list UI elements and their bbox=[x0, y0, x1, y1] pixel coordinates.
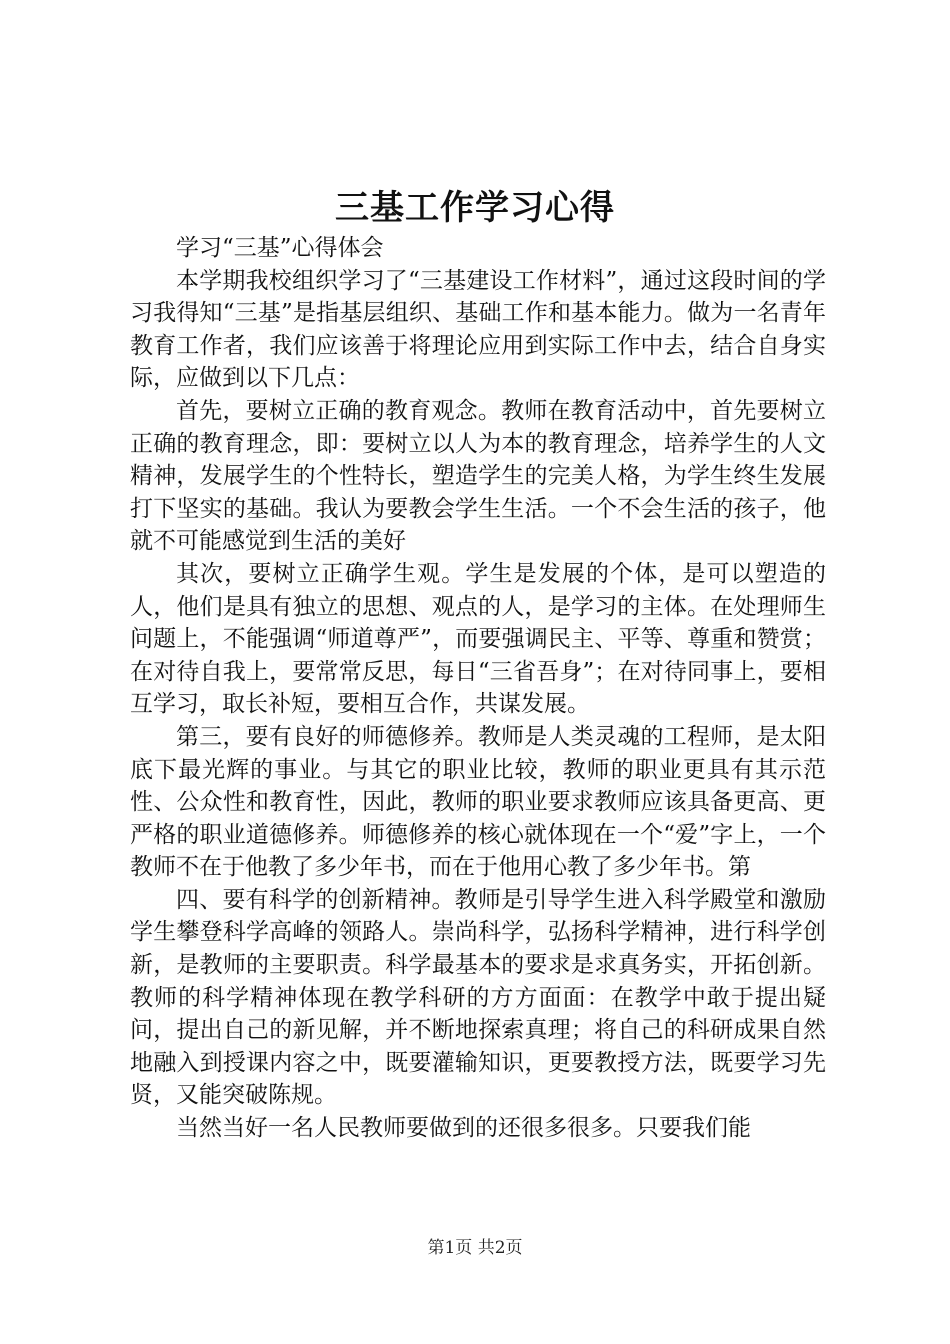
document-body bbox=[130, 232, 826, 1145]
paragraph-conclusion: 当然当好一名人民教师要做到的还很多很多。只要我们能 bbox=[176, 1115, 751, 1142]
subtitle-paragraph: 学习“三基”心得体会 bbox=[176, 235, 384, 261]
paragraph-first-point: 首先，要树立正确的教育观念。教师在教育活动中，首先要树立正确的教育理念，即：要树立以人为本的教育理念，培养学生的人文精神，发展学生的个性特长，塑造学生的完美人格，为学生终生发展打下坚实的基础。我认为要教会学生生活。一个不会生活的孩子，他就不可能感觉到生活的美好 bbox=[130, 397, 826, 555]
page-number-footer: 第1页 共2页 bbox=[427, 1238, 523, 1258]
document-title: 三基工作学习心得 bbox=[335, 188, 615, 228]
intro-paragraph: 本学期我校组织学习了“三基建设工作材料”，通过这段时间的学习我得知“三基”是指基层组织、基础工作和基本能力。做为一名青年教育工作者，我们应该善于将理论应用到实际工作中去，结合自身实际，应做到以下几点： bbox=[130, 267, 826, 392]
paragraph-second-point: 其次，要树立正确学生观。学生是发展的个体，是可以塑造的人，他们是具有独立的思想、观点的人，是学习的主体。在处理师生问题上，不能强调“师道尊严”，而要强调民主、平等、尊重和赞赏；在对待自我上，要常常反思，每日“三省吾身”；在对待同事上，要相互学习，取长补短，要相互合作，共谋发展。 bbox=[130, 560, 826, 718]
paragraph-fourth-point: 四、要有科学的创新精神。教师是引导学生进入科学殿堂和激励学生攀登科学高峰的领路人。崇尚科学，弘扬科学精神，进行科学创新，是教师的主要职责。科学最基本的要求是求真务实，开拓创新。教师的科学精神体现在教学科研的方方面面：在教学中敢于提出疑问，提出自己的新见解，并不断地探索真理；将自己的科研成果自然地融入到授课内容之中，既要灌输知识，更要教授方法，既要学习先贤，又能突破陈规。 bbox=[130, 886, 826, 1109]
paragraph-third-point: 第三，要有良好的师德修养。教师是人类灵魂的工程师，是太阳底下最光辉的事业。与其它的职业比较，教师的职业更具有其示范性、公众性和教育性，因此，教师的职业要求教师应该具备更高、更严格的职业道德修养。师德修养的核心就体现在一个“爱”字上，一个教师不在于他教了多少年书，而在于他用心教了多少年书。第 bbox=[130, 723, 826, 881]
